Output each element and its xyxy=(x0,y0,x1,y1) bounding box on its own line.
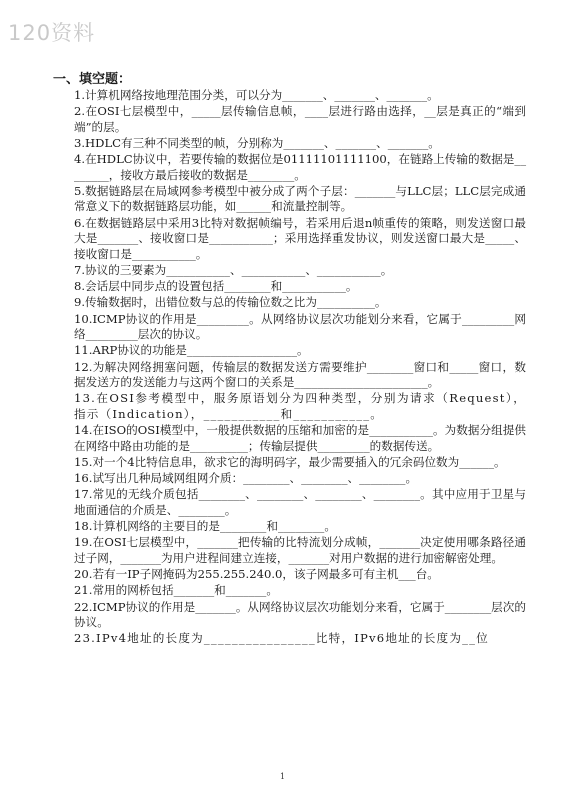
question-item: 20.若有一IP子网掩码为255.255.240.0，该子网最多可有主机___台。 xyxy=(74,567,439,582)
question-item: 15.对一个4比特信息串，欲求它的海明码字，最少需要插入的冗余码位数为______。 xyxy=(74,454,506,469)
question-item: 9.传输数据时，出错位数与总的传输位数之比为__________。 xyxy=(74,295,387,310)
question-item: 17.常见的无线介质包括________、________、________、________。其中应用于卫星与地面通信的介质是、________。 xyxy=(74,487,526,517)
page-number: 1 xyxy=(279,772,286,781)
section-title: 一、填空题： xyxy=(53,72,132,87)
question-item: 11.ARP协议的功能是___________________。 xyxy=(74,343,309,358)
question-item: 10.ICMP协议的作用是_________。从网络协议层次功能划分来看，它属于_________网络_________层次的协议。 xyxy=(74,311,526,342)
question-item: 13.在OSI参考模型中，服务原语划分为四种类型，分别为请求（Request），指示（Indication），___________和___________。 xyxy=(74,391,526,421)
question-item: 2.在OSI七层模型中，_____层传输信息帧，____层进行路由选择，__层是真正的“端到端”的层。 xyxy=(74,104,526,134)
question-item: 18.计算机网络的主要目的是________和________。 xyxy=(74,519,336,534)
question-item: 5.数据链路层在局域网参考模型中被分成了两个子层：_______与LLC层；LLC层完成通常意义下的数据链路层功能，如______和流量控制等。 xyxy=(74,184,526,214)
question-item: 12.为解决网络拥塞问题，传输层的数据发送方需要维护________窗口和_____窗口，数据发送方的发送能力与这两个窗口的关系是_______________________。 xyxy=(74,359,526,390)
question-item: 6.在数据链路层中采用3比特对数据帧编号，若采用后退n帧重传的策略，则发送窗口最大是_______、接收窗口是___________；采用选择重发协议，则发送窗口最大是_____、接收窗口是___________。 xyxy=(74,215,526,261)
question-item: 1.计算机网络按地理范围分类，可以分为_______、_______、_______。 xyxy=(74,88,439,102)
question-item: 7.协议的三要素为___________、___________、___________。 xyxy=(74,262,393,277)
question-item: 23.IPv4地址的长度为________________比特，IPv6地址的长度为__位 xyxy=(74,631,489,646)
question-item: 16.试写出几种局域网组网介质：________、________、________。 xyxy=(74,471,418,486)
question-item: 21.常用的网桥包括_______和_______。 xyxy=(74,583,278,598)
question-item: 22.ICMP协议的作用是_______。从网络协议层次功能划分来看，它属于________层次的协议。 xyxy=(74,599,526,630)
question-list xyxy=(74,88,526,648)
question-item: 8.会话层中同步点的设置包括________和___________。 xyxy=(74,279,358,294)
question-item: 19.在OSI七层模型中，_______把传输的比特流划分成帧，_______决定使用哪条路径通过子网，_______为用户进程间建立连接，_______对用户数据的进行加密解密处理。 xyxy=(74,535,526,565)
question-item: 14.在ISO的OSI模型中，一般提供数据的压缩和加密的是___________。为数据分组提供在网络中路由功能的是__________；传输层提供_________的数据传送。 xyxy=(74,423,526,453)
question-item: 3.HDLC有三种不同类型的帧，分别称为_______、_______、_______。 xyxy=(74,136,440,150)
watermark: 120资料 xyxy=(8,21,96,45)
question-item: 4.在HDLC协议中，若要传输的数据位是01111101111100，在链路上传输的数据是________，接收方最后接收的数据是________。 xyxy=(74,152,526,182)
